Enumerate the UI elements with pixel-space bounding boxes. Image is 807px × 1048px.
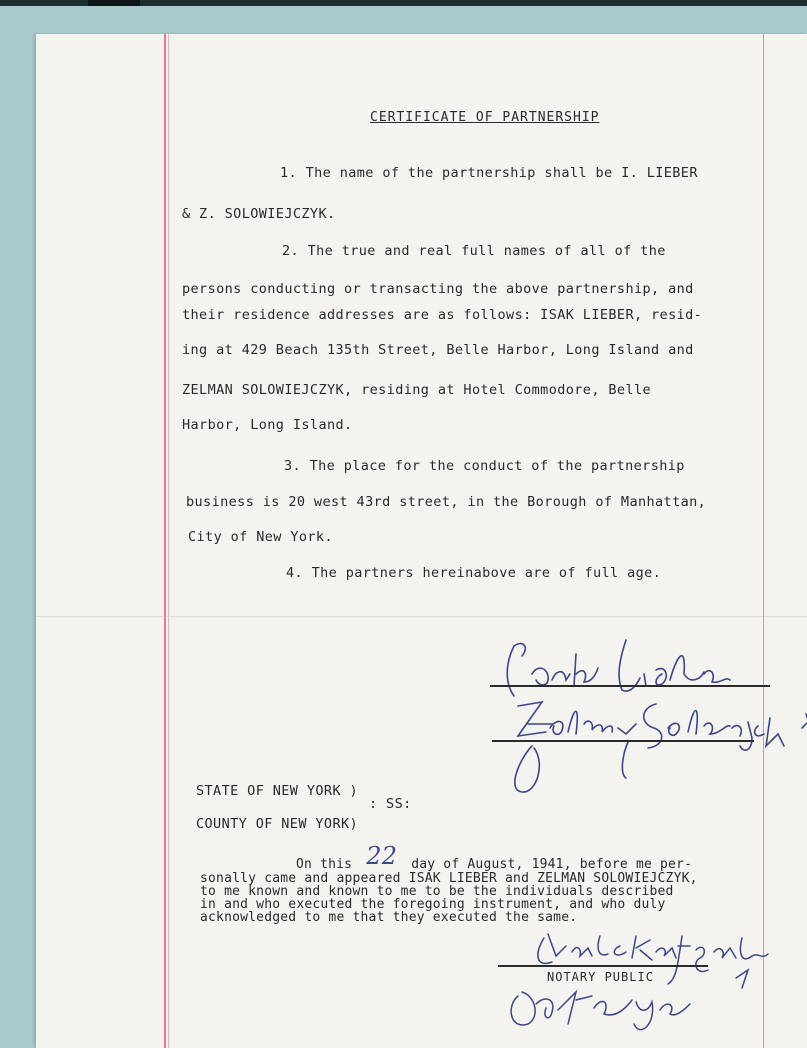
acknowledgment-line-3: to me known and known to me to be the individuals described [200, 884, 674, 899]
handwritten-day: 22 [366, 842, 398, 870]
paragraph-2-line-3: their residence addresses are as follows: ISAK LIEBER, resid- [182, 307, 703, 323]
top-edge-tab [88, 0, 140, 6]
paragraph-2-line-6: Harbor, Long Island. [182, 417, 353, 433]
paragraph-4-line-1: 4. The partners hereinabove are of full age. [286, 565, 662, 581]
certificate-title: CERTIFICATE OF PARTNERSHIP [370, 110, 600, 125]
acknowledgment-line-5: acknowledged to me that they executed the same. [200, 910, 578, 925]
venue-county: COUNTY OF NEW YORK) [196, 816, 359, 832]
acknowledgment-line-2: sonally came and appeared ISAK LIEBER and ZELMAN SOLOWIEJCZYK, [200, 871, 698, 886]
on-this-text: On this [296, 857, 353, 872]
paragraph-3-line-1: 3. The place for the conduct of the partnership [284, 458, 685, 474]
paragraph-3-line-3: City of New York. [188, 529, 333, 545]
paragraph-2-line-4: ing at 429 Beach 135th Street, Belle Harbor, Long Island and [182, 342, 694, 358]
paragraph-2-line-2: persons conducting or transacting the above partnership, and [182, 281, 694, 297]
paragraph-1-line-2: & Z. SOLOWIEJCZYK. [182, 206, 336, 222]
paragraph-2-line-1: 2. The true and real full names of all of the [282, 243, 666, 259]
line1-rest-text: day of August, 1941, before me per- [411, 857, 693, 872]
paragraph-3-line-2: business is 20 west 43rd street, in the Borough of Manhattan, [186, 494, 707, 510]
notary-signature-line [498, 965, 708, 967]
certificate-text [36, 34, 807, 1048]
document-page [36, 34, 807, 1048]
paragraph-2-line-5: ZELMAN SOLOWIEJCZYK, residing at Hotel Commodore, Belle [182, 382, 652, 398]
venue-state: STATE OF NEW YORK ) [196, 783, 359, 799]
acknowledgment-line-4: in and who executed the foregoing instrument, and who duly [200, 897, 666, 912]
venue-ss: : SS: [369, 796, 412, 812]
paragraph-1-line-1: 1. The name of the partnership shall be I. LIEBER [280, 165, 698, 181]
notary-public-caption: NOTARY PUBLIC [547, 970, 654, 984]
notary-signature [36, 34, 807, 1048]
top-edge-strip [0, 0, 807, 6]
